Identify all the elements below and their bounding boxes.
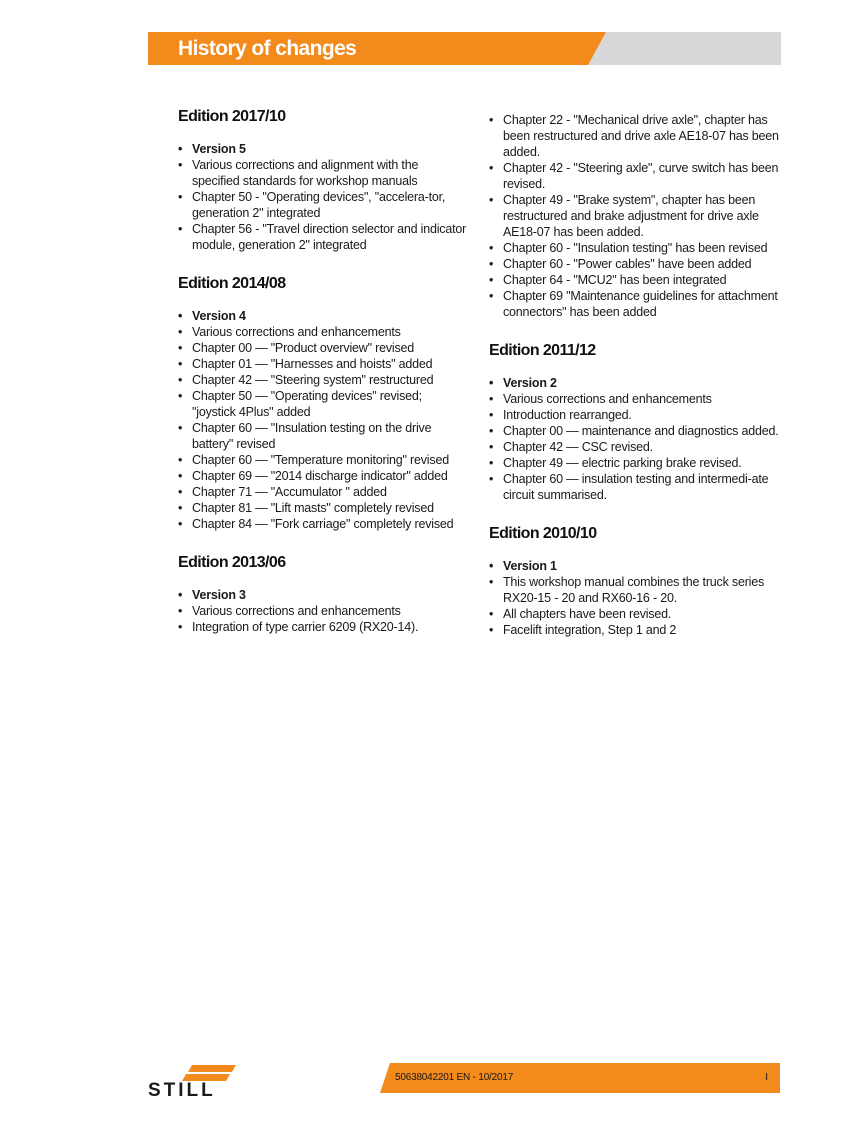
right-column [489, 112, 779, 660]
change-list [178, 308, 468, 532]
list-item: • Various corrections and enhancements [178, 603, 468, 619]
list-item: • Chapter 42 - "Steering axle", curve switch has been revised. [489, 160, 779, 192]
list-item: • Chapter 60 — "Insulation testing on the drive battery" revised [178, 420, 468, 452]
page-number: I [765, 1072, 768, 1083]
list-item: • Chapter 64 - "MCU2" has been integrated [489, 272, 779, 288]
list-item: • Chapter 56 - "Travel direction selector and indicator module, generation 2" integrated [178, 221, 468, 253]
edition-title: Edition 2013/06 [178, 554, 286, 571]
list-item: • Various corrections and enhancements [489, 391, 779, 407]
logo-text: STILL [148, 1080, 216, 1099]
edition-2017-10 [178, 108, 468, 253]
logo-orange-stripe [188, 1065, 236, 1072]
list-item: • Chapter 69 — "2014 discharge indicator" added [178, 468, 468, 484]
list-item: • Chapter 49 — electric parking brake revised. [489, 455, 779, 471]
list-item: • Chapter 69 "Maintenance guidelines for attachment connectors" has been added [489, 288, 779, 320]
change-list [489, 558, 779, 638]
list-item: • Various corrections and alignment with the specified standards for workshop manuals [178, 157, 468, 189]
header-grey-bar [588, 32, 781, 65]
version-label: • Version 3 [178, 587, 468, 603]
list-item: • Chapter 60 - "Insulation testing" has been revised [489, 240, 779, 256]
edition-title: Edition 2011/12 [489, 342, 596, 359]
edition-2013-06 [178, 554, 468, 635]
edition-title: Edition 2014/08 [178, 275, 286, 292]
list-item: • Introduction rearranged. [489, 407, 779, 423]
still-logo-icon [148, 1063, 264, 1099]
left-column [178, 108, 468, 657]
version-label: • Version 5 [178, 141, 468, 157]
list-item: • Chapter 22 - "Mechanical drive axle", chapter has been restructured and drive axle AE18-07 has been added. [489, 112, 779, 160]
edition-title: Edition 2017/10 [178, 108, 286, 125]
edition-2013-06-continued [489, 112, 779, 320]
version-label: • Version 2 [489, 375, 779, 391]
change-list [489, 112, 779, 320]
list-item: • Facelift integration, Step 1 and 2 [489, 622, 779, 638]
page-header [148, 32, 781, 65]
list-item: • All chapters have been revised. [489, 606, 779, 622]
edition-title: Edition 2010/10 [489, 525, 597, 542]
page-title: History of changes [178, 37, 357, 60]
document-number: 50638042201 EN - 10/2017 [395, 1072, 514, 1083]
list-item: • Chapter 50 - "Operating devices", "accelera-tor, generation 2" integrated [178, 189, 468, 221]
list-item: • Chapter 50 — "Operating devices" revised; "joystick 4Plus" added [178, 388, 468, 420]
list-item: • Chapter 84 — "Fork carriage" completely revised [178, 516, 468, 532]
edition-2014-08 [178, 275, 468, 532]
list-item: • Chapter 00 — maintenance and diagnostics added. [489, 423, 779, 439]
footer-bar [380, 1063, 780, 1093]
list-item: • This workshop manual combines the truck series RX20-15 - 20 and RX60-16 - 20. [489, 574, 779, 606]
list-item: • Various corrections and enhancements [178, 324, 468, 340]
change-list [178, 587, 468, 635]
version-label: • Version 4 [178, 308, 468, 324]
change-list [489, 375, 779, 503]
list-item: • Chapter 42 — "Steering system" restructured [178, 372, 468, 388]
list-item: • Integration of type carrier 6209 (RX20-14). [178, 619, 468, 635]
list-item: • Chapter 60 — "Temperature monitoring" revised [178, 452, 468, 468]
change-list [178, 141, 468, 253]
list-item: • Chapter 00 — "Product overview" revised [178, 340, 468, 356]
list-item: • Chapter 01 — "Harnesses and hoists" added [178, 356, 468, 372]
list-item: • Chapter 42 — CSC revised. [489, 439, 779, 455]
list-item: • Chapter 71 — "Accumulator " added [178, 484, 468, 500]
still-logo [148, 1063, 264, 1099]
edition-2011-12 [489, 342, 779, 503]
list-item: • Chapter 60 - "Power cables" have been added [489, 256, 779, 272]
list-item: • Chapter 81 — "Lift masts" completely revised [178, 500, 468, 516]
edition-2010-10 [489, 525, 779, 638]
version-label: • Version 1 [489, 558, 779, 574]
list-item: • Chapter 60 — insulation testing and intermedi-ate circuit summarised. [489, 471, 779, 503]
list-item: • Chapter 49 - "Brake system", chapter has been restructured and brake adjustment for drive axle AE18-07 has been added. [489, 192, 779, 240]
